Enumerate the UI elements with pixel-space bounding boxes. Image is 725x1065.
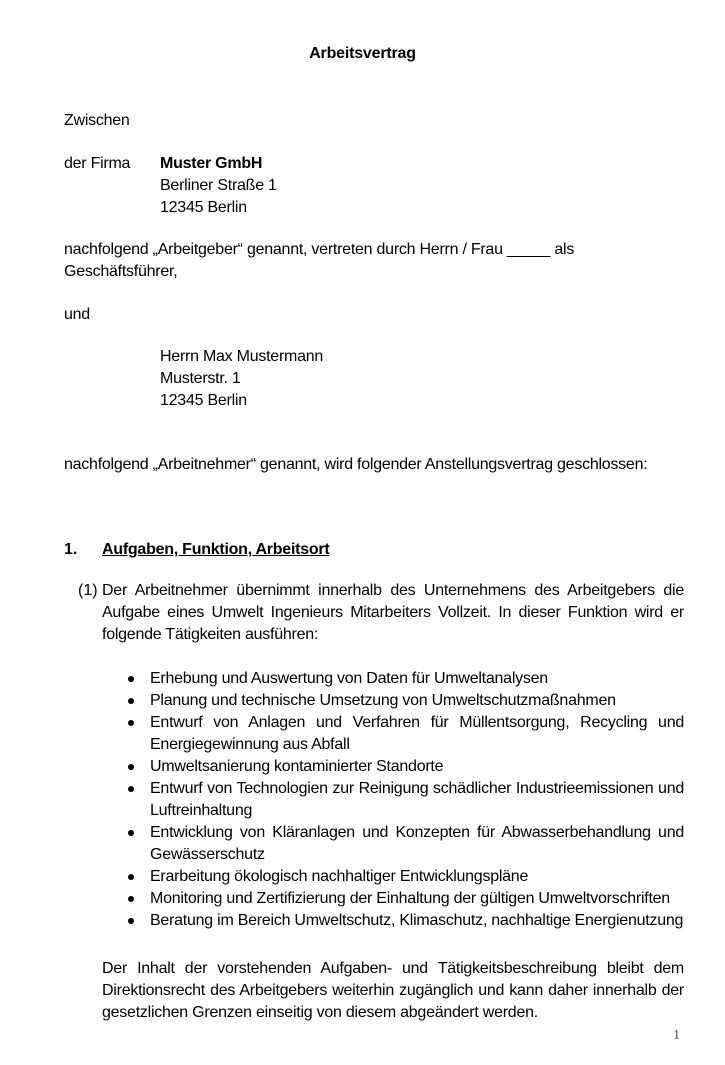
bullet-icon [128, 918, 134, 924]
employee-city: 12345 Berlin [160, 392, 247, 409]
task-list-item: Entwurf von Technologien zur Reinigung schädlicher Industrieemissionen und Luftreinhaltung [128, 778, 684, 822]
task-list-item: Umweltsanierung kontaminierter Standorte [128, 756, 684, 778]
task-list-item: Monitoring und Zertifizierung der Einhaltung der gültigen Umweltvorschriften [128, 888, 684, 910]
employer-clause-line2: Geschäftsführer, [64, 263, 178, 280]
and-text: und [64, 306, 90, 323]
page-number: 1 [673, 1028, 680, 1043]
task-list-item: Entwicklung von Kläranlagen und Konzepten für Abwasserbehandlung und Gewässerschutz [128, 822, 684, 866]
bullet-icon [128, 830, 134, 836]
closing-paragraph: Der Inhalt der vorstehenden Aufgaben- und Tätigkeitsbeschreibung bleibt dem Direktionsrecht des Arbeitgebers weiterhin zugänglich und kann daher innerhalb der gesetzlichen Grenzen einseitig von diesem abgeändert werden. [102, 960, 684, 1021]
document-title: Arbeitsvertrag [309, 45, 416, 62]
employer-name: Muster GmbH [160, 155, 263, 172]
bullet-icon [128, 896, 134, 902]
bullet-icon [128, 698, 134, 704]
employee-street: Musterstr. 1 [160, 370, 241, 387]
employer-city: 12345 Berlin [160, 199, 247, 216]
task-list-item: Erhebung und Auswertung von Daten für Umweltanalysen [128, 668, 684, 690]
task-list-item: Erarbeitung ökologisch nachhaltiger Entwicklungspläne [128, 866, 684, 888]
task-list [128, 668, 684, 932]
task-list-item: Entwurf von Anlagen und Verfahren für Müllentsorgung, Recycling und Energiegewinnung aus Abfall [128, 712, 684, 756]
employer-prefix: der Firma [64, 155, 131, 172]
bullet-icon [128, 764, 134, 770]
bullet-icon [128, 676, 134, 682]
task-list-item: Planung und technische Umsetzung von Umweltschutzmaßnahmen [128, 690, 684, 712]
clause-text: Der Arbeitnehmer übernimmt innerhalb des Unternehmens des Arbeitgebers die Aufgabe eines Umwelt Ingenieurs Mitarbeiters Vollzeit. In dieser Funktion wird er folgende Tätigkeiten ausführen: [102, 582, 684, 643]
bullet-icon [128, 720, 134, 726]
bullet-icon [128, 874, 134, 880]
intro-text: Zwischen [64, 112, 130, 129]
bullet-icon [128, 786, 134, 792]
clause-number: (1) [78, 582, 98, 599]
section-number: 1. [64, 541, 78, 558]
employer-clause-line1: nachfolgend „Arbeitgeber“ genannt, vertreten durch Herrn / Frau _____ als [64, 241, 575, 258]
task-list-item: Beratung im Bereich Umweltschutz, Klimaschutz, nachhaltige Energienutzung [128, 910, 684, 932]
section-heading: Aufgaben, Funktion, Arbeitsort [102, 541, 330, 558]
employee-clause: nachfolgend „Arbeitnehmer“ genannt, wird folgender Anstellungsvertrag geschlossen: [64, 456, 648, 473]
employer-street: Berliner Straße 1 [160, 177, 277, 194]
employee-name: Herrn Max Mustermann [160, 348, 324, 365]
